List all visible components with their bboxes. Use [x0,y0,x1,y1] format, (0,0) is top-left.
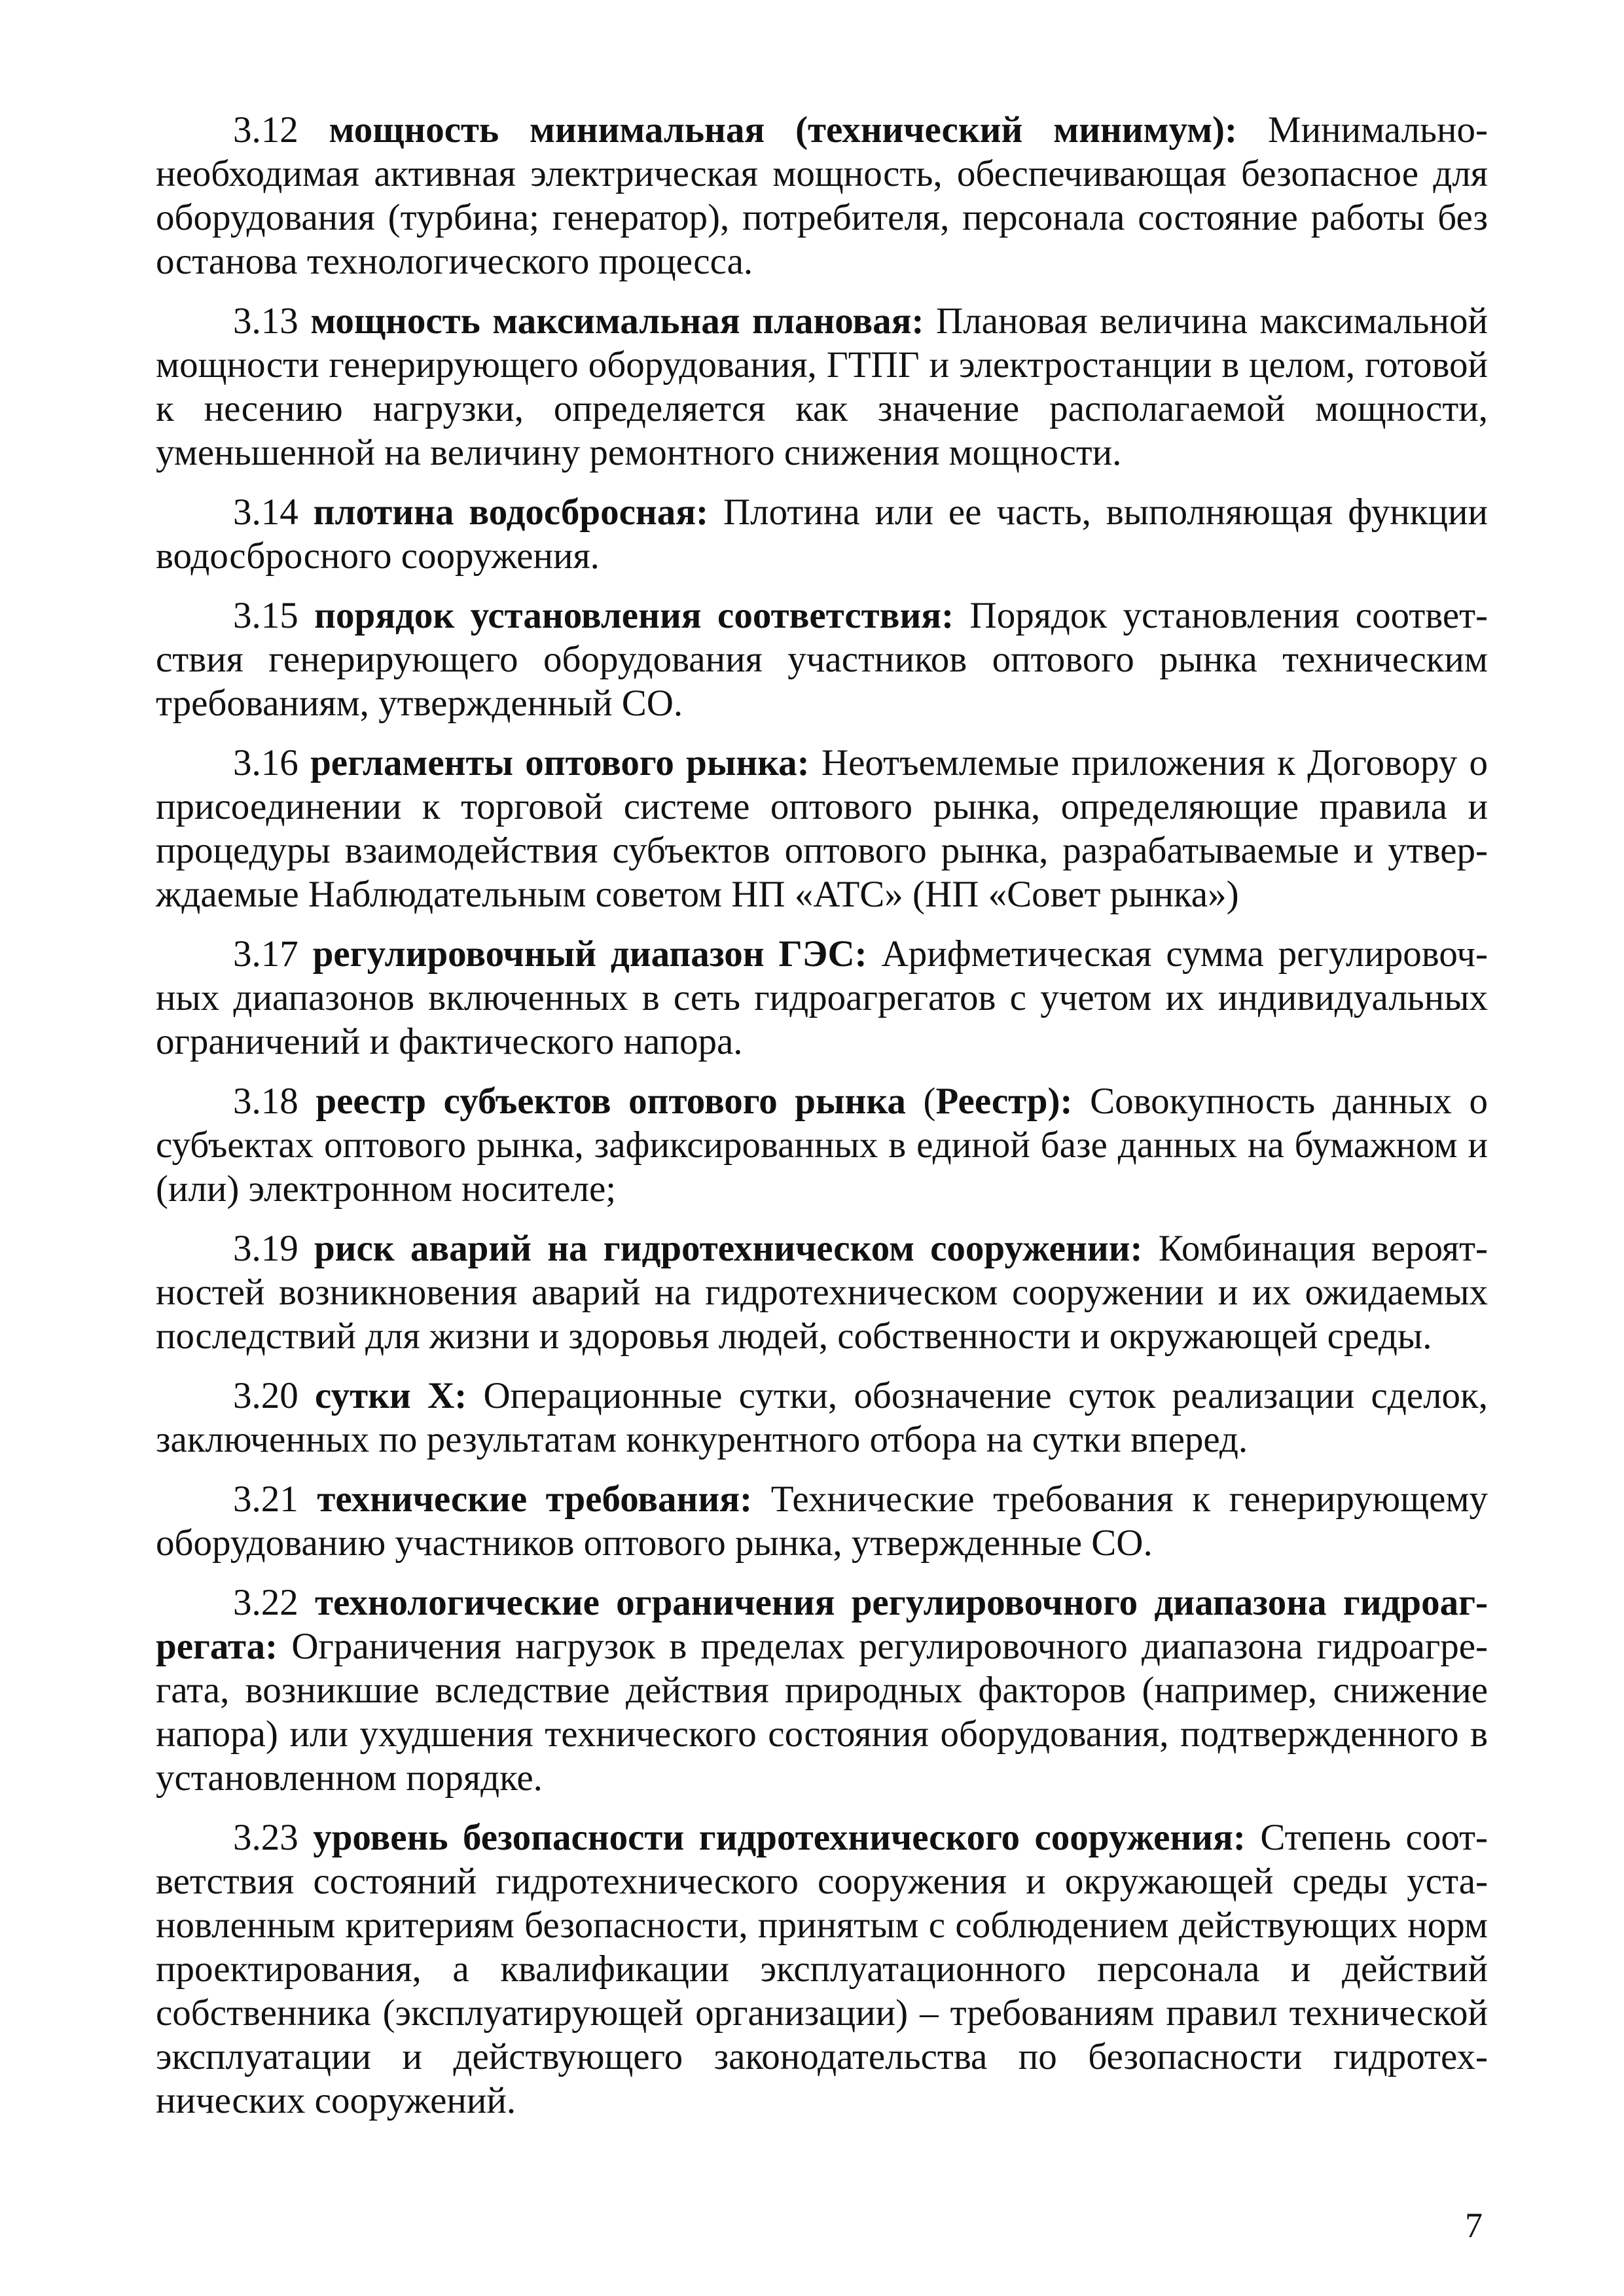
definition-number: 3.21 [233,1479,298,1520]
definition-text: Комбинация вероятностей возникновения аварий на гидротехническом сооружении и их ожидаемых последствий для жизни и здоровья людей, собственности и окружающей среды. [156,1228,1489,1357]
definition-3-15 [156,594,1488,725]
definition-term: регламенты оптового рынка: [310,742,810,783]
definition-3-22 [156,1581,1488,1800]
definition-term: порядок установления соответствия: [314,595,954,636]
definition-paren: ( [905,1081,936,1122]
definition-3-20 [156,1374,1488,1462]
definition-text: Плановая величина максимальной мощности генерирующего оборудования, ГТПГ и электростанции в целом, готовой к несению нагрузки, определяется как значение располагаемой мощности, уменьшенной на величину ремонтного снижения мощности. [156,300,1489,473]
definition-number: 3.23 [233,1817,298,1858]
definition-term: регулировочный диапазон ГЭС: [312,933,867,975]
definition-text: Неотъемлемые приложения к Договору о присоединении к торговой системе оптового рынка, определяющие правила и процедуры взаимодействия субъектов оптового рынка, разрабатываемые и утверждаемые Наблюдательным советом НП «АТС» (НП «Совет рынка») [156,742,1489,915]
definition-text: Порядок установления соответствия генерирующего оборудования участников оптового рынка техническим требованиям, утвержденный СО. [156,595,1489,724]
definition-3-18 [156,1079,1488,1211]
definition-number: 3.16 [233,742,298,783]
definition-term: сутки Х: [315,1375,467,1416]
definition-text: Операционные сутки, обозначение суток реализации сделок, заключенных по результатам конкурентного отбора на сутки вперед. [156,1375,1489,1460]
definition-text: Технические требования к генерирующему оборудованию участников оптового рынка, утвержденные СО. [156,1479,1489,1564]
definition-term: плотина водосбросная: [313,492,709,533]
definition-number: 3.18 [233,1081,298,1122]
definition-3-14 [156,490,1488,578]
definition-term: технические требования: [317,1479,753,1520]
definition-3-16 [156,741,1488,916]
definition-term: реестр субъектов оптового рынка [316,1081,906,1122]
document-body [156,108,1488,2138]
definition-text: Арифметическая сумма регулировочных диапазонов включенных в сеть гидроагрегатов с учетом их индивидуальных ограничений и фактического напора. [156,933,1489,1062]
definition-3-17 [156,932,1488,1064]
definition-term: технологические ограничения регулировочного диапазона гидроагрегата: [156,1582,1488,1667]
definition-3-19 [156,1227,1488,1358]
definition-term: мощность минимальная (технический минимум): [329,109,1237,151]
definition-term: уровень безопасности гидротехнического сооружения: [313,1817,1246,1858]
definition-number: 3.15 [233,595,298,636]
definition-text: Ограничения нагрузок в пределах регулировочного диапазона гидроагрегата, возникшие вследствие действия природных факторов (например, снижение напора) или ухудшения технического состояния оборудования, подтвержденного в установленном порядке. [156,1626,1488,1799]
definition-term-abbrev: Реестр): [935,1081,1073,1122]
definition-term: мощность максимальная плановая: [310,300,924,342]
definition-text: Степень соответствия состояний гидротехнического сооружения и окружающей среды установленным критериям безопасности, принятым с соблюдением действующих норм проектирования, а квалификации эксплуатационного персонала и действий собственника (эксплуатирующей организации) – требованиям правил технической эксплуатации и действующего законодательства по безопасности гидротехнических сооружений. [156,1817,1488,2121]
definition-text: Минимально-необходимая активная электрическая мощность, обеспечивающая безопасное для оборудования (турбина; генератор), потребителя, персонала состояние работы без останова технологического процесса. [156,109,1489,282]
definition-3-23 [156,1816,1488,2123]
page-number: 7 [1465,2206,1483,2245]
definition-number: 3.17 [233,933,298,975]
definition-term: риск аварий на гидротехническом сооружении: [314,1228,1143,1269]
definition-text: Совокупность данных о субъектах оптового рынка, зафиксированных в единой базе данных на бумажном и (или) электронном носителе; [156,1081,1489,1210]
definition-3-13 [156,299,1488,475]
definition-text: Плотина или ее часть, выполняющая функции водосбросного сооружения. [156,492,1489,577]
definition-number: 3.14 [233,492,298,533]
definition-number: 3.20 [233,1375,298,1416]
definition-3-12 [156,108,1488,283]
definition-number: 3.12 [233,109,298,151]
definition-3-21 [156,1477,1488,1565]
definition-number: 3.19 [233,1228,298,1269]
definition-number: 3.13 [233,300,298,342]
definition-number: 3.22 [233,1582,298,1623]
